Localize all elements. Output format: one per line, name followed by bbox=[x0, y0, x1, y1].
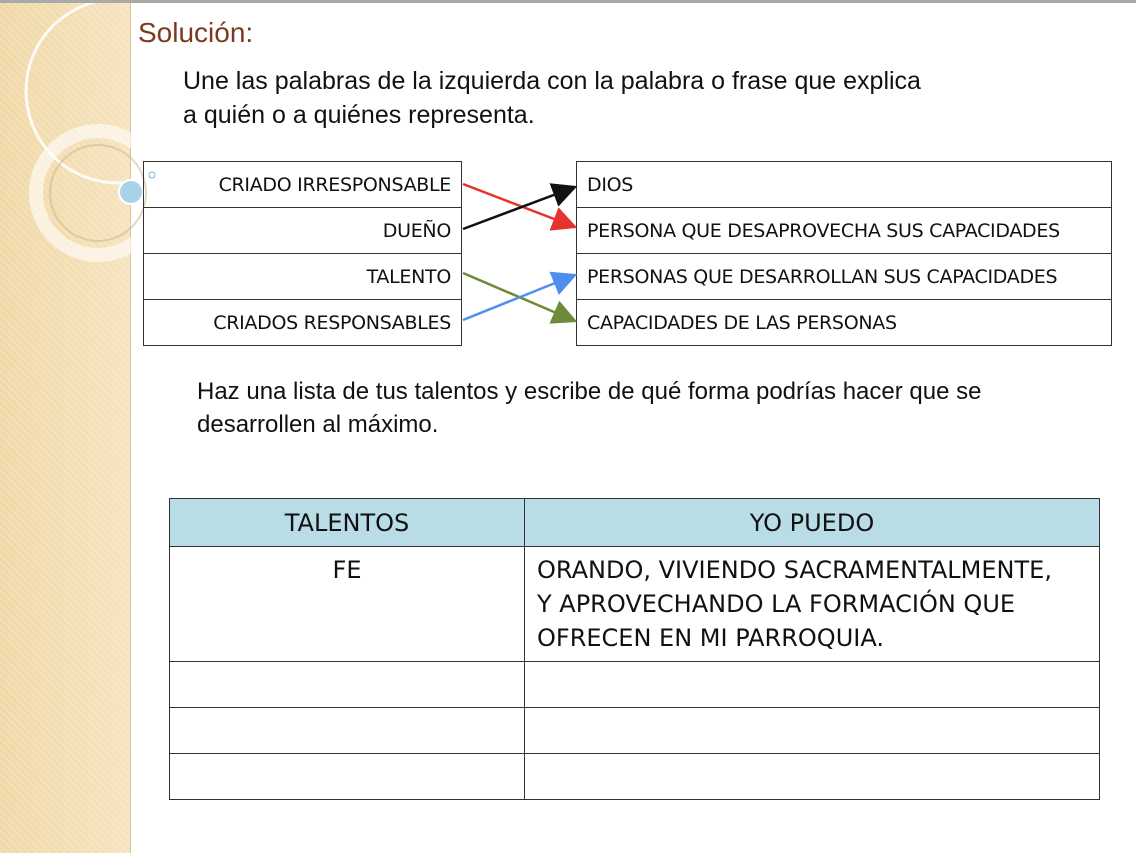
talent-cell[interactable] bbox=[170, 662, 525, 708]
left-item-criados-responsables: CRIADOS RESPONSABLES bbox=[144, 300, 462, 346]
yo-puedo-line-3: OFRECEN EN MI PARROQUIA. bbox=[537, 624, 884, 652]
yo-puedo-cell[interactable] bbox=[525, 662, 1100, 708]
instruction-1-line-1: Une las palabras de la izquierda con la palabra o frase que explica bbox=[183, 67, 921, 95]
talent-cell[interactable] bbox=[170, 708, 525, 754]
yo-puedo-line-1: ORANDO, VIVIENDO SACRAMENTALMENTE, bbox=[537, 556, 1052, 584]
table-row bbox=[170, 708, 1100, 754]
left-item-criado-irresponsable: CRIADO IRRESPONSABLE bbox=[144, 162, 462, 208]
table-row bbox=[170, 547, 1100, 662]
left-item-talento: TALENTO bbox=[144, 254, 462, 300]
header-talentos: TALENTOS bbox=[170, 499, 525, 547]
right-item-dios: DIOS bbox=[577, 162, 1112, 208]
yo-puedo-cell bbox=[525, 547, 1100, 662]
right-item-persona-desaprovecha: PERSONA QUE DESAPROVECHA SUS CAPACIDADES bbox=[577, 208, 1112, 254]
instruction-2-line-2: desarrollen al máximo. bbox=[197, 411, 439, 438]
yo-puedo-line-2: Y APROVECHANDO LA FORMACIÓN QUE bbox=[537, 590, 1016, 618]
instruction-1-line-2: a quién o a quiénes representa. bbox=[183, 101, 535, 129]
header-yo-puedo: YO PUEDO bbox=[525, 499, 1100, 547]
table-row bbox=[170, 662, 1100, 708]
right-item-capacidades: CAPACIDADES DE LAS PERSONAS bbox=[577, 300, 1112, 346]
instruction-text-2 bbox=[197, 375, 981, 441]
right-item-personas-desarrollan: PERSONAS QUE DESARROLLAN SUS CAPACIDADES bbox=[577, 254, 1112, 300]
talent-cell[interactable] bbox=[170, 754, 525, 800]
arrow-criado-irresponsable-to-persona-desaprovecha bbox=[463, 184, 575, 227]
yo-puedo-cell[interactable] bbox=[525, 754, 1100, 800]
slide-title: Solución: bbox=[138, 17, 254, 48]
arrow-dueno-to-dios bbox=[463, 187, 575, 229]
table-row bbox=[170, 754, 1100, 800]
instruction-2-line-1: Haz una lista de tus talentos y escribe de qué forma podrías hacer que se bbox=[197, 378, 982, 405]
left-item-dueno: DUEÑO bbox=[144, 208, 462, 254]
talents-table bbox=[169, 498, 1100, 800]
talent-cell: FE bbox=[170, 547, 525, 662]
yo-puedo-cell[interactable] bbox=[525, 708, 1100, 754]
